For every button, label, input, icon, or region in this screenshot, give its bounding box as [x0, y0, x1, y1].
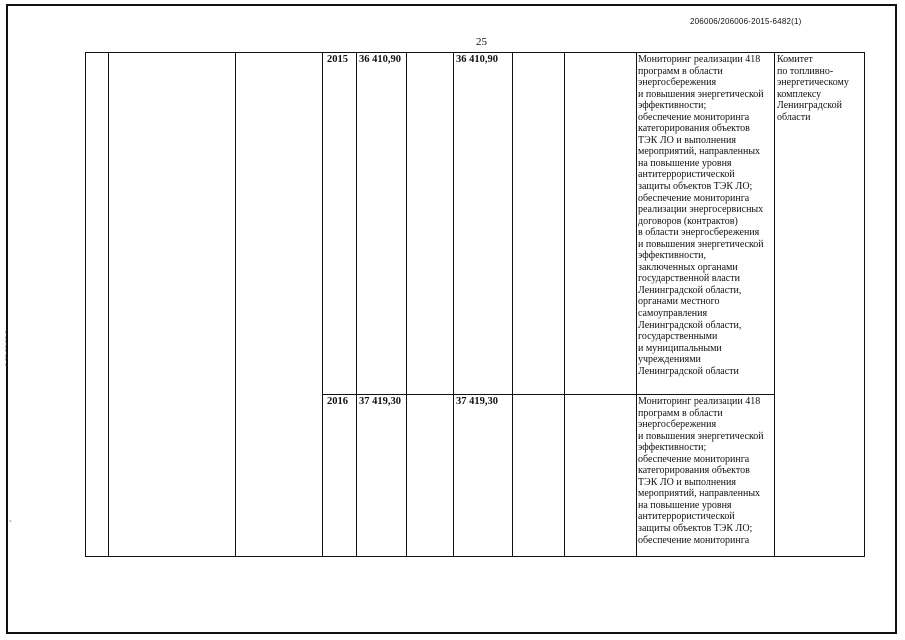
description-line: категорирования объектов: [638, 465, 750, 477]
description-line: энергосбережения: [638, 77, 717, 89]
description-line: защиты объектов ТЭК ЛО;: [638, 181, 753, 193]
description-line: органами местного: [638, 296, 720, 308]
executor-line: Комитет: [777, 54, 813, 65]
description-line: программ в области: [638, 65, 723, 77]
col-rule: [235, 52, 236, 557]
col-rule: [406, 52, 407, 557]
description-line: программ в области: [638, 407, 723, 419]
row-2015-total: 36 410,90: [359, 54, 401, 65]
binding-marks: ¦ ¦ ¦ ¦: [5, 330, 7, 366]
scan-mark: `: [9, 519, 12, 529]
col-rule: [774, 52, 775, 557]
col-rule: [636, 52, 637, 557]
row-rule: [322, 394, 775, 395]
description-line: мероприятий, направленных: [638, 146, 761, 158]
executor-line: по топливно-: [777, 65, 834, 77]
row-2015-budget: 36 410,90: [456, 54, 498, 65]
executor-line: области: [777, 111, 811, 123]
description-line: реализации энергосервисных: [638, 204, 764, 216]
row-2016-year: 2016: [327, 396, 348, 407]
row-rule: [85, 556, 865, 557]
col-rule: [864, 52, 865, 557]
description-line: антитеррористической: [638, 511, 735, 523]
executor-line: Ленинградской: [777, 100, 842, 112]
description-line: ТЭК ЛО и выполнения: [638, 134, 736, 146]
description-line: Мониторинг реализации 418: [638, 396, 761, 407]
document-id: 206006/206006-2015-6482(1): [690, 17, 802, 26]
description-line: категорирования объектов: [638, 123, 750, 135]
row-2016-budget: 37 419,30: [456, 396, 498, 407]
description-line: обеспечение мониторинга: [638, 192, 750, 204]
description-line: Ленинградской области,: [638, 319, 742, 331]
description-line: договоров (контрактов): [638, 215, 738, 227]
row-2015-description: [638, 54, 764, 377]
row-2016-description: [638, 396, 764, 546]
description-line: эффективности,: [638, 250, 707, 262]
col-rule: [453, 52, 454, 557]
col-rule: [322, 52, 323, 557]
description-line: на повышение уровня: [638, 157, 732, 169]
col-rule: [85, 52, 86, 557]
description-line: самоуправления: [638, 308, 708, 320]
description-line: и повышения энергетической: [638, 88, 764, 100]
col-rule: [108, 52, 109, 557]
col-rule: [564, 52, 565, 557]
page-number: 25: [476, 36, 487, 48]
description-line: на повышение уровня: [638, 499, 732, 511]
description-line: учреждениями: [638, 354, 701, 366]
description-line: мероприятий, направленных: [638, 488, 761, 500]
description-line: энергосбережения: [638, 419, 717, 431]
row-2015-year: 2015: [327, 54, 348, 65]
description-line: ТЭК ЛО и выполнения: [638, 476, 736, 488]
description-line: в области энергосбережения: [638, 227, 760, 239]
row-2016-total: 37 419,30: [359, 396, 401, 407]
row-2015-executor: [777, 54, 849, 123]
executor-line: комплексу: [777, 88, 822, 100]
description-line: и повышения энергетической: [638, 238, 764, 250]
description-line: государственной власти: [638, 273, 740, 285]
description-line: антитеррористической: [638, 169, 735, 181]
description-line: заключенных органами: [638, 261, 738, 273]
description-line: защиты объектов ТЭК ЛО;: [638, 523, 753, 535]
col-rule: [356, 52, 357, 557]
description-line: Ленинградской области: [638, 365, 739, 377]
col-rule: [512, 52, 513, 557]
description-line: государственными: [638, 331, 718, 343]
description-line: обеспечение мониторинга: [638, 534, 750, 546]
description-line: и повышения энергетической: [638, 430, 764, 442]
description-line: эффективности;: [638, 442, 707, 454]
description-line: эффективности;: [638, 100, 707, 112]
description-line: обеспечение мониторинга: [638, 453, 750, 465]
row-rule: [85, 52, 865, 53]
description-line: обеспечение мониторинга: [638, 111, 750, 123]
description-line: Мониторинг реализации 418: [638, 54, 761, 65]
executor-line: энергетическому: [777, 77, 849, 89]
description-line: и муниципальными: [638, 342, 722, 354]
description-line: Ленинградской области,: [638, 284, 742, 296]
